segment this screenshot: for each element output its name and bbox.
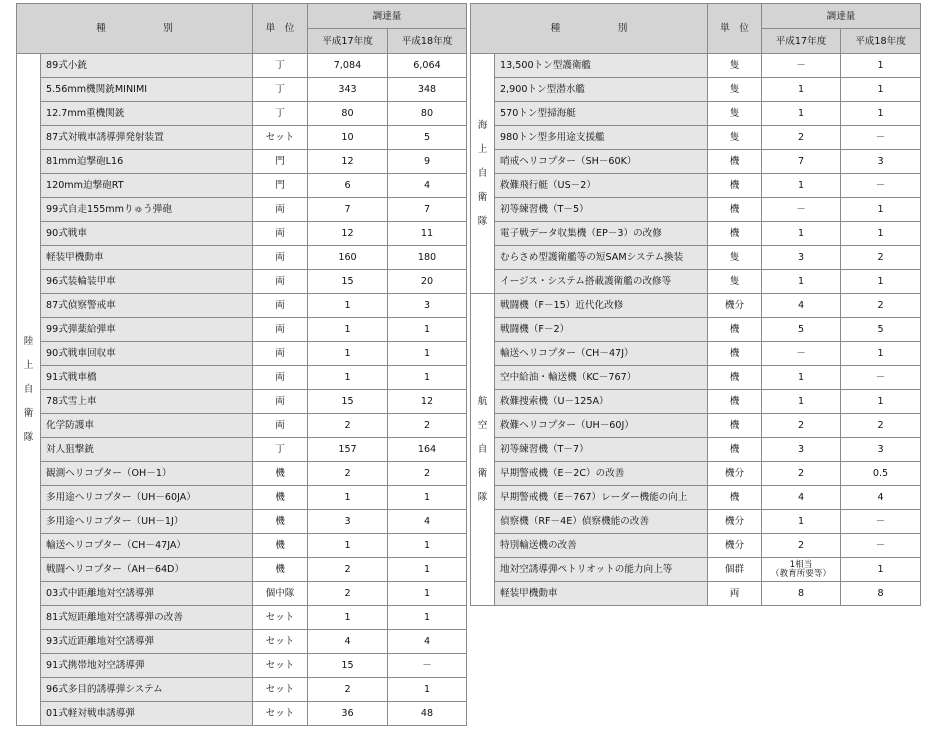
item-fy18: 1 <box>388 342 467 366</box>
item-unit: 両 <box>253 198 308 222</box>
item-name: 化学防護車 <box>41 414 253 438</box>
item-unit: 門 <box>253 150 308 174</box>
table-row <box>471 582 921 606</box>
item-unit: セット <box>253 606 308 630</box>
table-row <box>17 438 467 462</box>
item-unit: 機 <box>253 486 308 510</box>
table-row <box>17 702 467 726</box>
org-label-gsdf-char: 衛 <box>23 407 34 419</box>
item-fy18: 48 <box>388 702 467 726</box>
header-row-1 <box>471 4 921 29</box>
item-fy17: 36 <box>308 702 388 726</box>
item-name: 99式自走155mmりゅう弾砲 <box>41 198 253 222</box>
item-fy17: 1 <box>762 390 841 414</box>
item-fy17: 4 <box>762 294 841 318</box>
item-name: 偵察機（RF－4E）偵察機能の改善 <box>495 510 708 534</box>
item-fy18: 1 <box>388 606 467 630</box>
item-fy18: 3 <box>841 438 921 462</box>
item-fy17: 3 <box>308 510 388 534</box>
item-fy17: 4 <box>762 486 841 510</box>
item-unit: 機 <box>253 462 308 486</box>
table-row <box>17 54 467 78</box>
org-label-gsdf-char: 上 <box>23 359 34 371</box>
item-name: 空中給油・輸送機（KC－767） <box>495 366 708 390</box>
item-fy17: 3 <box>762 246 841 270</box>
table-row <box>471 174 921 198</box>
item-name: 戦闘ヘリコプター（AH－64D） <box>41 558 253 582</box>
item-fy18: 1 <box>841 54 921 78</box>
item-fy17: 10 <box>308 126 388 150</box>
table-row <box>471 342 921 366</box>
table-row <box>17 342 467 366</box>
table-row <box>17 606 467 630</box>
item-fy18: 1 <box>388 678 467 702</box>
item-fy17: 1 <box>762 222 841 246</box>
item-fy18: 164 <box>388 438 467 462</box>
item-fy18: 12 <box>388 390 467 414</box>
table-row <box>471 222 921 246</box>
item-fy18: 1 <box>841 222 921 246</box>
org-label-msdf <box>471 54 495 294</box>
item-unit: 機 <box>708 342 762 366</box>
item-unit: 機 <box>708 486 762 510</box>
table-row <box>471 390 921 414</box>
item-name: 救難ヘリコプター（UH－60J） <box>495 414 708 438</box>
item-name: 90式戦車 <box>41 222 253 246</box>
item-name: 電子戦データ収集機（EP－3）の改修 <box>495 222 708 246</box>
item-unit: 機 <box>253 558 308 582</box>
item-name: 91式携帯地対空誘導弾 <box>41 654 253 678</box>
org-label-msdf-char: 自 <box>477 167 488 179</box>
item-name: 90式戦車回収車 <box>41 342 253 366</box>
org-label-asdf <box>471 294 495 606</box>
item-name: 多用途ヘリコプター（UH－1J） <box>41 510 253 534</box>
item-name: 89式小銃 <box>41 54 253 78</box>
table-row <box>471 102 921 126</box>
item-fy18: 4 <box>388 630 467 654</box>
item-fy17: － <box>762 198 841 222</box>
item-name: 救難捜索機（U－125A） <box>495 390 708 414</box>
item-unit: 両 <box>253 342 308 366</box>
item-name: 輸送ヘリコプター（CH－47JA） <box>41 534 253 558</box>
item-fy18: － <box>841 366 921 390</box>
table-row <box>471 534 921 558</box>
item-fy17: 157 <box>308 438 388 462</box>
item-unit: 両 <box>253 294 308 318</box>
item-unit: 機 <box>253 510 308 534</box>
org-label-asdf-char: 隊 <box>477 491 488 503</box>
item-name: 初等練習機（T－5） <box>495 198 708 222</box>
table-row <box>17 462 467 486</box>
item-unit: 機 <box>708 318 762 342</box>
item-fy17: 2 <box>762 414 841 438</box>
item-fy17: 1 <box>762 366 841 390</box>
table-row <box>17 582 467 606</box>
item-unit: セット <box>253 630 308 654</box>
item-fy18: 2 <box>841 294 921 318</box>
item-fy18: 1 <box>841 102 921 126</box>
table-row <box>471 438 921 462</box>
item-unit: 機分 <box>708 294 762 318</box>
table-row <box>17 150 467 174</box>
item-unit: 両 <box>708 582 762 606</box>
item-unit: 個群 <box>708 558 762 582</box>
item-unit: 機 <box>708 198 762 222</box>
item-fy18: 0.5 <box>841 462 921 486</box>
item-name: 87式対戦車誘導弾発射装置 <box>41 126 253 150</box>
item-fy17: 1 <box>762 102 841 126</box>
item-unit: 機 <box>708 150 762 174</box>
item-unit: 機分 <box>708 462 762 486</box>
org-label-gsdf-char: 陸 <box>23 335 34 347</box>
item-name: 03式中距離地対空誘導弾 <box>41 582 253 606</box>
table-row <box>471 414 921 438</box>
item-fy18: 1 <box>841 558 921 582</box>
item-fy17: 4 <box>308 630 388 654</box>
item-fy17: 5 <box>762 318 841 342</box>
header-fy18: 平成18年度 <box>388 29 467 54</box>
item-fy18: 20 <box>388 270 467 294</box>
item-fy17: 1 <box>308 342 388 366</box>
item-name: 99式弾薬給弾車 <box>41 318 253 342</box>
item-unit: 機 <box>708 174 762 198</box>
item-name: 96式多目的誘導弾システム <box>41 678 253 702</box>
item-fy18: － <box>388 654 467 678</box>
item-name: 地対空誘導弾ペトリオットの能力向上等 <box>495 558 708 582</box>
table-row <box>17 294 467 318</box>
item-unit: 両 <box>253 270 308 294</box>
table-row <box>17 126 467 150</box>
item-fy18: － <box>841 126 921 150</box>
item-name: 早期警戒機（E－2C）の改善 <box>495 462 708 486</box>
item-fy17: 1 <box>308 294 388 318</box>
item-name: 570トン型掃海艇 <box>495 102 708 126</box>
item-name: 01式軽対戦車誘導弾 <box>41 702 253 726</box>
item-fy17: 2 <box>308 582 388 606</box>
header-fy18: 平成18年度 <box>841 29 921 54</box>
item-fy18: 4 <box>388 510 467 534</box>
item-name: 81mm迫撃砲L16 <box>41 150 253 174</box>
item-name: 120mm迫撃砲RT <box>41 174 253 198</box>
item-fy18: 3 <box>841 150 921 174</box>
header-procurement: 調達量 <box>762 4 921 29</box>
item-fy17: 7 <box>762 150 841 174</box>
item-fy17: 1 <box>308 534 388 558</box>
item-fy17 <box>762 558 841 582</box>
table-row <box>471 78 921 102</box>
item-unit: 機分 <box>708 510 762 534</box>
item-unit: 隻 <box>708 126 762 150</box>
table-row <box>471 126 921 150</box>
item-unit: 隻 <box>708 246 762 270</box>
item-unit: 機分 <box>708 534 762 558</box>
item-fy17: 1 <box>308 318 388 342</box>
table-row <box>17 510 467 534</box>
org-label-gsdf-char: 隊 <box>23 431 34 443</box>
table-row <box>471 294 921 318</box>
gsdf-procurement-table <box>16 3 467 726</box>
item-name: 2,900トン型潜水艦 <box>495 78 708 102</box>
item-fy18: 5 <box>388 126 467 150</box>
item-fy17: 12 <box>308 150 388 174</box>
item-name: 5.56mm機関銃MINIMI <box>41 78 253 102</box>
header-unit: 単 位 <box>253 4 308 54</box>
item-fy18: 4 <box>841 486 921 510</box>
item-fy17: 1 <box>762 270 841 294</box>
item-fy17: 1 <box>762 78 841 102</box>
item-fy17: 8 <box>762 582 841 606</box>
item-fy17: 2 <box>308 678 388 702</box>
item-fy18: 7 <box>388 198 467 222</box>
item-unit: 丁 <box>253 78 308 102</box>
item-fy17: 343 <box>308 78 388 102</box>
item-name: 救難飛行艇（US－2） <box>495 174 708 198</box>
item-name: むらさめ型護衛艦等の短SAMシステム換装 <box>495 246 708 270</box>
table-row <box>17 654 467 678</box>
item-fy18: 11 <box>388 222 467 246</box>
header-fy17: 平成17年度 <box>308 29 388 54</box>
table-row <box>17 246 467 270</box>
item-fy18: 1 <box>388 486 467 510</box>
item-fy17: 3 <box>762 438 841 462</box>
org-label-msdf-char: 隊 <box>477 215 488 227</box>
item-name: 初等練習機（T－7） <box>495 438 708 462</box>
item-fy17: 15 <box>308 654 388 678</box>
item-fy18: 180 <box>388 246 467 270</box>
item-name: 96式装輪装甲車 <box>41 270 253 294</box>
item-name: 観測ヘリコプター（OH－1） <box>41 462 253 486</box>
item-unit: 丁 <box>253 102 308 126</box>
item-fy17: 15 <box>308 390 388 414</box>
item-name: 87式偵察警戒車 <box>41 294 253 318</box>
item-fy17: 2 <box>308 462 388 486</box>
item-name: 特別輸送機の改善 <box>495 534 708 558</box>
table-row <box>471 462 921 486</box>
item-fy18: 5 <box>841 318 921 342</box>
table-row <box>17 78 467 102</box>
table-row <box>471 150 921 174</box>
item-name: 対人狙撃銃 <box>41 438 253 462</box>
org-label-msdf-char: 上 <box>477 143 488 155</box>
item-name: 早期警戒機（E－767）レーダー機能の向上 <box>495 486 708 510</box>
item-fy18: 1 <box>841 198 921 222</box>
table-row <box>17 390 467 414</box>
item-fy17: 1 <box>762 510 841 534</box>
item-fy18: 6,064 <box>388 54 467 78</box>
table-row <box>17 630 467 654</box>
org-label-gsdf-char: 自 <box>23 383 34 395</box>
item-fy18: － <box>841 174 921 198</box>
table-row <box>471 510 921 534</box>
item-fy17: 2 <box>762 534 841 558</box>
item-unit: 機 <box>708 366 762 390</box>
item-unit: 両 <box>253 246 308 270</box>
item-unit: 隻 <box>708 102 762 126</box>
item-unit: 隻 <box>708 270 762 294</box>
item-fy18: 2 <box>841 414 921 438</box>
org-label-gsdf <box>17 54 41 726</box>
item-unit: セット <box>253 702 308 726</box>
header-row-1 <box>17 4 467 29</box>
item-fy17: 2 <box>308 414 388 438</box>
table-row <box>17 102 467 126</box>
msdf-asdf-procurement-table <box>470 3 921 606</box>
item-unit: 機 <box>708 390 762 414</box>
org-label-asdf-char: 自 <box>477 443 488 455</box>
item-fy17: 7,084 <box>308 54 388 78</box>
item-fy17: 2 <box>308 558 388 582</box>
item-fy18: 1 <box>841 390 921 414</box>
org-label-asdf-char: 空 <box>477 419 488 431</box>
item-unit: セット <box>253 126 308 150</box>
item-fy17: 2 <box>762 462 841 486</box>
item-name: 輸送ヘリコプター（CH－47J） <box>495 342 708 366</box>
table-row <box>471 558 921 582</box>
item-name: 哨戒ヘリコプター（SH－60K） <box>495 150 708 174</box>
item-unit: 機 <box>708 414 762 438</box>
table-row <box>17 366 467 390</box>
item-unit: 機 <box>708 438 762 462</box>
org-label-msdf-char: 海 <box>477 119 488 131</box>
item-name: 93式近距離地対空誘導弾 <box>41 630 253 654</box>
table-row <box>17 486 467 510</box>
item-unit: 隻 <box>708 54 762 78</box>
header-kind: 種 別 <box>17 4 253 54</box>
item-fy18: 1 <box>388 558 467 582</box>
item-unit: 両 <box>253 366 308 390</box>
item-unit: 丁 <box>253 54 308 78</box>
item-unit: 両 <box>253 222 308 246</box>
table-row <box>17 270 467 294</box>
item-fy18: 3 <box>388 294 467 318</box>
item-fy17: 12 <box>308 222 388 246</box>
item-fy18: 9 <box>388 150 467 174</box>
item-fy17: 1 <box>308 486 388 510</box>
item-fy18: － <box>841 534 921 558</box>
table-row <box>17 174 467 198</box>
item-fy18: 1 <box>388 366 467 390</box>
item-fy17: 1 <box>308 366 388 390</box>
org-label-msdf-char: 衛 <box>477 191 488 203</box>
item-unit: 両 <box>253 318 308 342</box>
org-label-asdf-char: 衛 <box>477 467 488 479</box>
table-row <box>17 534 467 558</box>
org-label-asdf-char: 航 <box>477 395 488 407</box>
item-fy17: 80 <box>308 102 388 126</box>
msdf-asdf-body <box>471 54 921 606</box>
item-name: 戦闘機（F－15）近代化改修 <box>495 294 708 318</box>
table-row <box>471 246 921 270</box>
header-fy17: 平成17年度 <box>762 29 841 54</box>
gsdf-body <box>17 54 467 726</box>
item-fy18: 80 <box>388 102 467 126</box>
item-fy17: 6 <box>308 174 388 198</box>
item-fy17: 15 <box>308 270 388 294</box>
item-unit: セット <box>253 654 308 678</box>
table-row <box>17 198 467 222</box>
item-unit: 個中隊 <box>253 582 308 606</box>
item-name: 軽装甲機動車 <box>495 582 708 606</box>
item-fy18: 2 <box>388 462 467 486</box>
header-kind: 種 別 <box>471 4 708 54</box>
item-fy18: 1 <box>841 270 921 294</box>
item-fy18: 348 <box>388 78 467 102</box>
item-unit: 機 <box>253 534 308 558</box>
item-unit: 隻 <box>708 78 762 102</box>
table-row <box>17 318 467 342</box>
item-fy17: 1 <box>308 606 388 630</box>
item-fy18: 2 <box>841 246 921 270</box>
item-unit: 丁 <box>253 438 308 462</box>
table-row <box>17 414 467 438</box>
table-row <box>471 270 921 294</box>
table-row <box>471 54 921 78</box>
item-unit: 両 <box>253 414 308 438</box>
item-fy17: 7 <box>308 198 388 222</box>
fy17-line1: 1相当 <box>789 559 813 570</box>
header-procurement: 調達量 <box>308 4 467 29</box>
item-fy18: 1 <box>388 534 467 558</box>
item-fy18: 1 <box>841 78 921 102</box>
item-unit: 門 <box>253 174 308 198</box>
item-fy17: － <box>762 342 841 366</box>
item-fy17: 160 <box>308 246 388 270</box>
table-row <box>17 558 467 582</box>
item-fy18: 1 <box>388 318 467 342</box>
item-name: 91式戦車橋 <box>41 366 253 390</box>
item-name: 81式短距離地対空誘導弾の改善 <box>41 606 253 630</box>
item-name: 軽装甲機動車 <box>41 246 253 270</box>
item-name: 12.7mm重機関銃 <box>41 102 253 126</box>
item-name: 78式雪上車 <box>41 390 253 414</box>
table-row <box>471 366 921 390</box>
item-fy18: 1 <box>841 342 921 366</box>
table-row <box>471 198 921 222</box>
item-fy18: 1 <box>388 582 467 606</box>
item-unit: 両 <box>253 390 308 414</box>
table-row <box>471 486 921 510</box>
table-row <box>17 678 467 702</box>
item-fy17: 1 <box>762 174 841 198</box>
item-name: 戦闘機（F－2） <box>495 318 708 342</box>
table-row <box>17 222 467 246</box>
header-unit: 単 位 <box>708 4 762 54</box>
item-fy17: 2 <box>762 126 841 150</box>
item-fy18: － <box>841 510 921 534</box>
item-name: イージス・システム搭載護衛艦の改修等 <box>495 270 708 294</box>
item-fy17: － <box>762 54 841 78</box>
item-fy18: 8 <box>841 582 921 606</box>
item-unit: セット <box>253 678 308 702</box>
item-fy18: 4 <box>388 174 467 198</box>
fy17-line2: （教育所要等） <box>770 568 832 579</box>
item-name: 13,500トン型護衛艦 <box>495 54 708 78</box>
item-name: 980トン型多用途支援艦 <box>495 126 708 150</box>
item-fy18: 2 <box>388 414 467 438</box>
table-row <box>471 318 921 342</box>
item-name: 多用途ヘリコプター（UH－60JA） <box>41 486 253 510</box>
item-unit: 機 <box>708 222 762 246</box>
